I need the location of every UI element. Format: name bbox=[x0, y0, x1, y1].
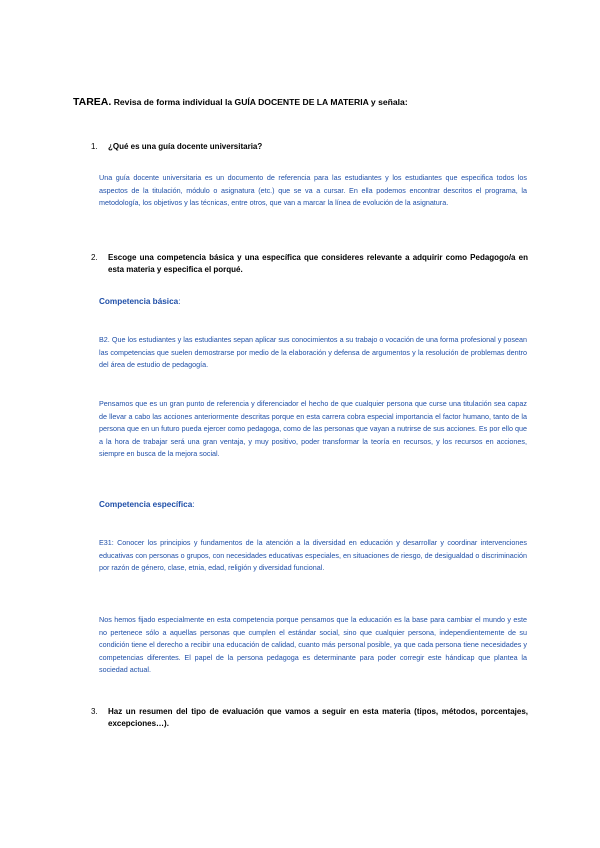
question-text: ¿Qué es una guía docente universitaria? bbox=[108, 142, 263, 151]
task-instruction: Revisa de forma individual la GUÍA DOCENTE DE LA MATERIA y señala: bbox=[111, 97, 408, 107]
basic-competence-definition: B2. Que los estudiantes y las estudiantes sepan aplicar sus conocimientos a su trabajo o vocación de una forma profesional y posean las competencias que suelen demostrarse por medio de la elaboración y defensa de argumentos y la resolución de problemas dentro del área de estudio de pedagogía. bbox=[99, 335, 527, 370]
question-text: Haz un resumen del tipo de evaluación que vamos a seguir en esta materia (tipos, métodos, porcentajes, excepciones…). bbox=[108, 707, 528, 728]
question-1 bbox=[91, 141, 531, 153]
specific-competence-definition: E31: Conocer los principios y fundamentos de la atención a la diversidad en educación y desarrollar y coordinar intervenciones educativas con personas o grupos, con necesidades educativas especiales, en situaciones de riesgo, de desigualdad o discriminación por razón de género, clase, etnia, edad, religión y diversidad funcional. bbox=[99, 538, 527, 573]
question-number: 2. bbox=[91, 253, 98, 262]
heading-colon: : bbox=[192, 500, 195, 509]
basic-competence-heading bbox=[99, 297, 180, 306]
heading-colon: : bbox=[178, 297, 181, 306]
basic-competence-reason: Pensamos que es un gran punto de referencia y diferenciador el hecho de que cualquier persona que curse una titulación sea capaz de llevar a cabo las acciones anteriormente descritas porque en esta carrera cobra especial importancia el factor humano, tanto de la persona que en un futuro pueda ejercer como pedagoga, como de las personas que vayan a nutrirse de sus acciones. Es por ello que a la hora de trabajar será una gran ventaja, y muy positivo, poder transformar la teoría en recursos, y los recursos en acciones, siempre en busca de la mejora social. bbox=[99, 399, 527, 459]
question-2 bbox=[91, 252, 528, 276]
question-number: 1. bbox=[91, 142, 98, 151]
question-text: Escoge una competencia básica y una específica que consideres relevante a adquirir como Pedagogo/a en esta materia y especifica el porqué. bbox=[108, 253, 528, 274]
task-header bbox=[73, 96, 408, 108]
question-3 bbox=[91, 706, 528, 730]
specific-competence-reason: Nos hemos fijado especialmente en esta competencia porque pensamos que la educación es la base para cambiar el mundo y este no pertenece sólo a aquellas personas que cumplen el estándar social, sino que cualquier persona, independientemente de su condición tiene el derecho a recibir una educación de calidad, cuanto más personal posible, ya que cada persona tiene necesidades y competencias diferentes. El papel de la persona pedagoga es determinante para poder corregir este hándicap que plantea la sociedad actual. bbox=[99, 615, 527, 675]
question-number: 3. bbox=[91, 707, 98, 716]
heading-text: Competencia básica bbox=[99, 297, 179, 306]
task-label: TAREA. bbox=[73, 96, 112, 108]
specific-competence-heading bbox=[99, 500, 195, 509]
answer-1: Una guía docente universitaria es un documento de referencia para las estudiantes y los estudiantes que especifica todos los aspectos de la titulación, módulo o asignatura (etc.) que se va a cursar. En ella podemos encontrar descritos el programa, la metodología, los objetivos y las técnicas, entre otros, que van a marcar la línea de evolución de la asignatura. bbox=[99, 173, 527, 208]
heading-text: Competencia específica bbox=[99, 500, 193, 509]
